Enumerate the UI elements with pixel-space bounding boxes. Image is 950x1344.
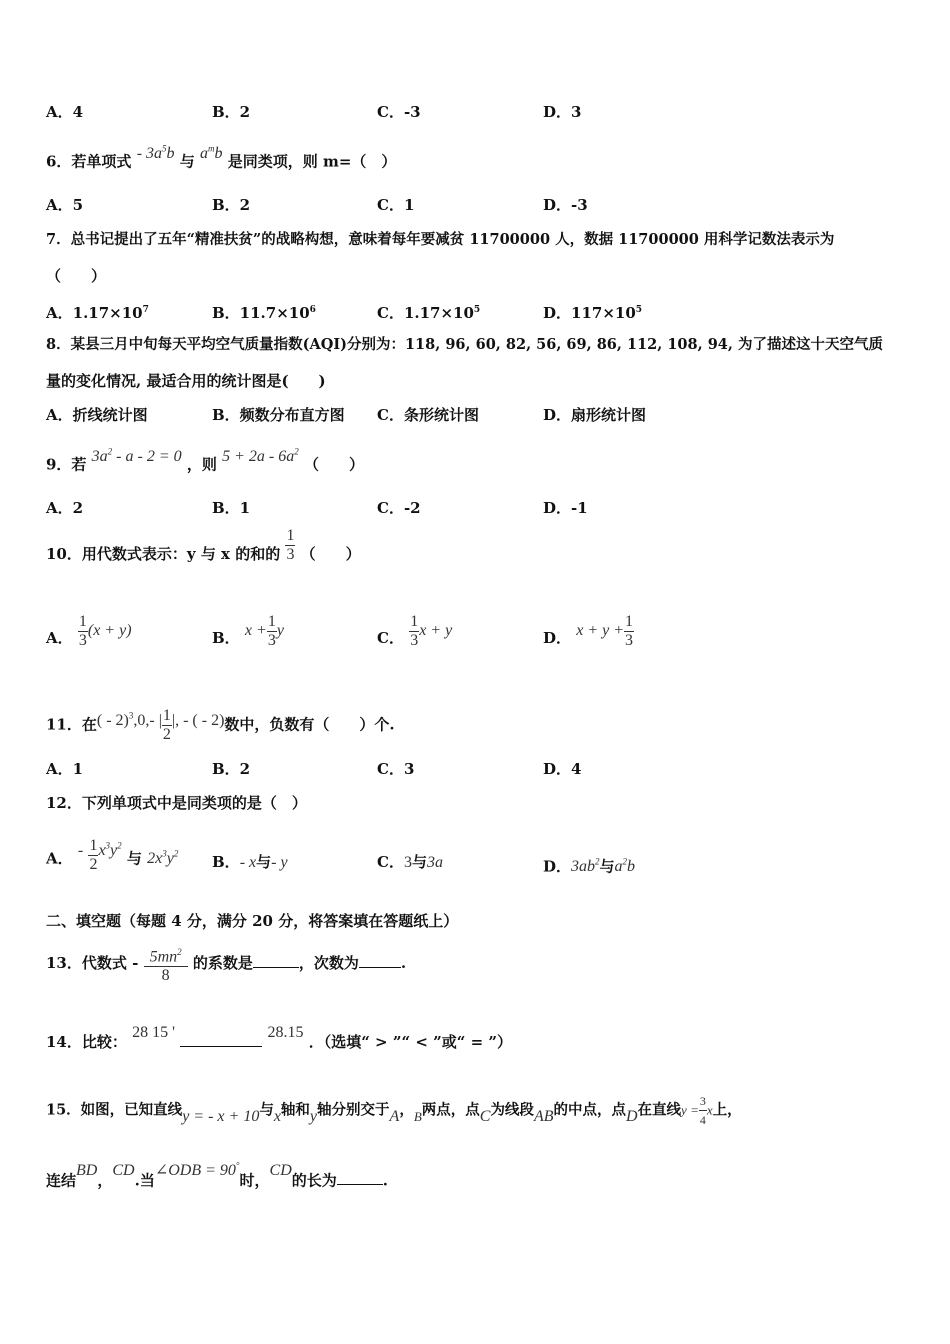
q7-option-d: D．$117\times 10^5$ [543,304,643,322]
section-heading: 二、填空题（每题 4 分，满分 20 分，将答案填在答题纸上） [46,912,459,930]
q10-option-d: D． x + y + $\frac{1}{3}$ [543,612,634,649]
q10-stem: 10．用代数式表示：y 与 x 的和的 $\frac{1}{3}$ （ ） [46,526,361,563]
q11-option-b: B．2 [212,760,251,778]
q8-option-d: D．扇形统计图 [543,406,647,424]
q12-option-b: B．- x与- y [212,853,288,871]
q5-option-b: B．2 [212,103,251,121]
q6-option-d: D．-3 [543,196,588,214]
q10-option-b: B． x + $\frac{1}{3}$ y [212,612,284,649]
q8-line1: 8．某县三月中旬每天平均空气质量指数(AQI)分别为：118, 96, 60, 82, 56, 69, 86, 112, 108, 94, 为了描述这十天空气质 [46,336,883,353]
q9-option-b: B．1 [212,499,251,517]
q5-option-a: A．4 [46,103,84,121]
q6-stem: 6．若单项式 - $3a^5b$ 与 $a^mb$ 是同类项，则 m=（ ） [46,144,397,171]
q13-stem: 13．代数式 - $\frac{5mn^2}{8}$ 的系数是 ，次数为 . [46,940,406,986]
q6-option-c: C．1 [377,196,415,214]
q7-option-c: C．$1.17\times 10^5$ [377,304,481,322]
q7-line2: （ ） [46,267,107,285]
q10-option-c: C． $\frac{1}{3}$ x + y [377,612,453,649]
q11-option-c: C．3 [377,760,415,778]
q11-option-a: A．1 [46,760,84,778]
q13-blank-degree[interactable] [359,967,401,968]
q8-option-b: B．频数分布直方图 [212,406,345,424]
q10-option-a: A． $\frac{1}{3}$ (x + y) [46,612,132,649]
q8-line2: 量的变化情况, 最适合用的统计图是( ) [46,372,326,390]
q11-option-d: D．4 [543,760,582,778]
q15-line1: 15．如图，已知直线y = - x + 10与x轴和y轴分别交于A，B两点，点C为线段AB的中点，点D在直线y = $\frac{3}{4}$ x上， [46,1094,742,1127]
q14-stem: 14．比较： 28 15 ' 28.15 ．（选填“ > ”“ < ”或“ = ”） [46,1024,513,1051]
q7-option-a: A．$1.17\times 10^7$ [46,304,149,322]
q5-option-d: D．3 [543,103,582,121]
q11-stem: 11．在( - 2)$^3$,0,- | $\frac{1}{2}$ |, - ( - 2)数中，负数有（ ）个. [46,706,395,743]
q7-option-b: B．$11.7\times 10^6$ [212,304,316,322]
q8-option-a: A．折线统计图 [46,406,148,424]
q5-option-c: C．-3 [377,103,421,121]
q9-stem: 9．若 $3a^2 - a - 2 = 0$ ，则 $5 + 2a - 6a^2$ （ ） [46,447,364,474]
q13-blank-coefficient[interactable] [253,967,299,968]
q15-line2: 连结BD，CD.当∠ODB = 90°时，CD的长为 . [46,1161,389,1190]
q12-stem: 12．下列单项式中是同类项的是（ ） [46,794,307,812]
q12-option-d: D．$3ab^2$与$a^2b$ [543,857,636,876]
q14-blank[interactable] [180,1046,262,1047]
q7-line1: 7．总书记提出了五年“精准扶贫”的战略构想，意味着每年要减贫 11700000 人，数据 11700000 用科学记数法表示为 [46,231,835,248]
q9-option-c: C．-2 [377,499,421,517]
q12-option-c: C．3与3a [377,853,443,871]
q8-option-c: C．条形统计图 [377,406,479,424]
q9-option-a: A．2 [46,499,84,517]
q15-blank[interactable] [337,1184,383,1185]
q12-option-a: A． - $\frac{1}{2}$ $x^3y^2$ 与 $2x^3y^2$ [46,836,179,873]
q6-option-a: A．5 [46,196,84,214]
q6-option-b: B．2 [212,196,251,214]
q9-option-d: D．-1 [543,499,588,517]
